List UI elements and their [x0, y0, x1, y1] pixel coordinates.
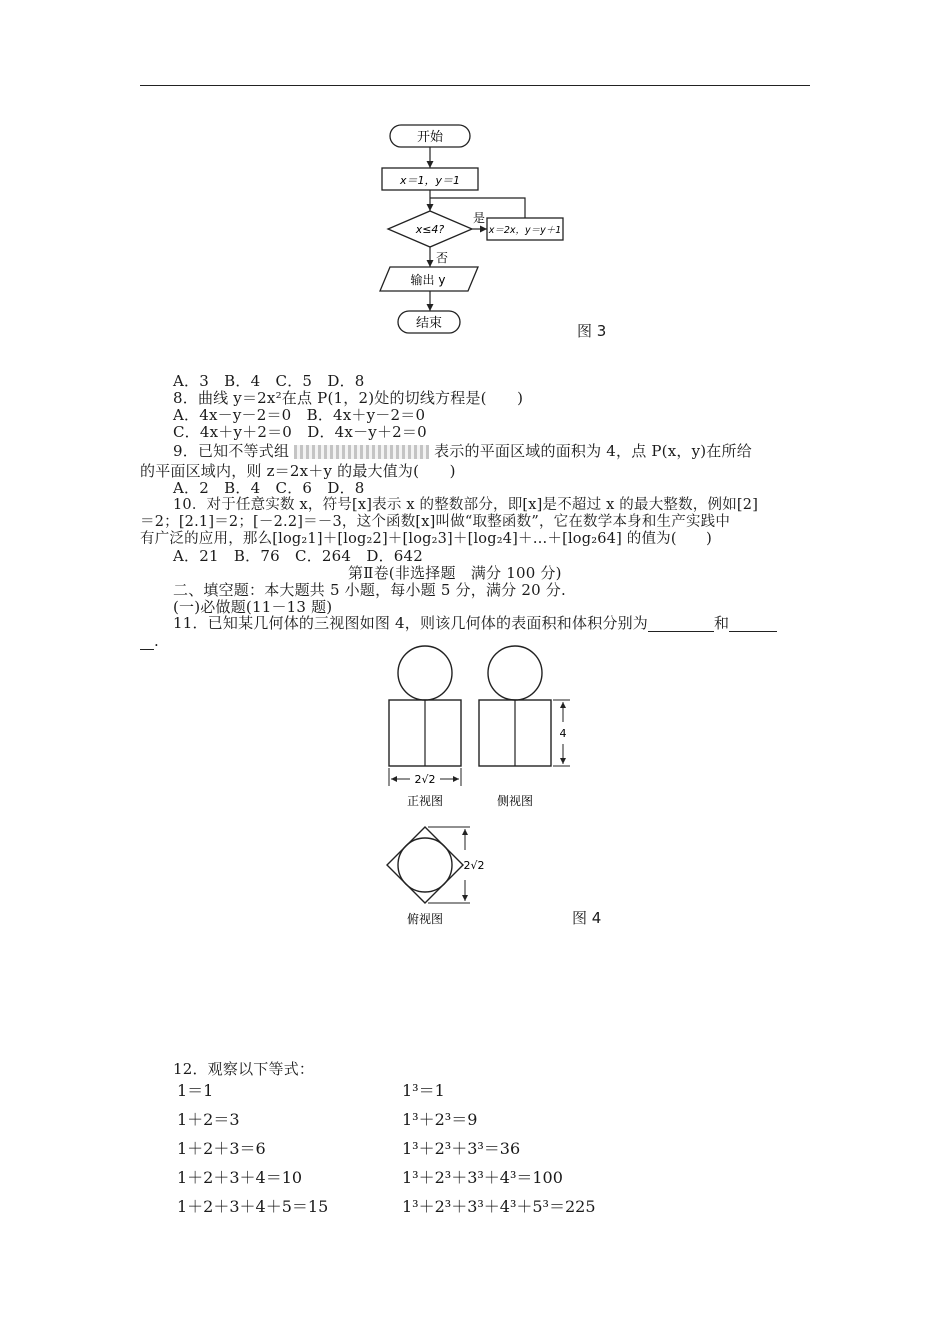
side-view-sphere — [488, 646, 542, 700]
condition-label: x≤4? — [415, 223, 445, 236]
q12-left-2: 1＋2＝3 — [177, 1110, 240, 1129]
yes-label: 是 — [473, 211, 486, 225]
header-rule — [140, 85, 810, 86]
q7-options: A．3 B．4 C．5 D．8 — [173, 372, 365, 390]
q12-right-3: 1³＋2³＋3³＝36 — [402, 1139, 521, 1158]
part2-title: 第Ⅱ卷(非选择题 满分 100 分) — [348, 564, 562, 582]
q10-line1: 10．对于任意实数 x，符号[x]表示 x 的整数部分，即[x]是不超过 x 的最大整数，例如[2] — [173, 497, 759, 513]
q9-line1 — [173, 442, 752, 460]
update-label: x＝2x，y＝y＋1 — [488, 225, 562, 236]
end-label: 结束 — [415, 316, 443, 331]
q12-left-1: 1＝1 — [177, 1081, 214, 1100]
q10-line3: 有广泛的应用，那么[log₂1]＋[log₂2]＋[log₂3]＋[log₂4]＋…＋[log₂64] 的值为( ) — [140, 531, 712, 547]
q11-line2 — [140, 632, 159, 650]
q12-right-5: 1³＋2³＋3³＋4³＋5³＝225 — [402, 1197, 596, 1216]
q11-line1 — [173, 614, 777, 632]
q9-options: A．2 B．4 C．6 D．8 — [173, 479, 365, 497]
q8-options-ab: A．4x－y－2＝0 B．4x＋y－2＝0 — [173, 406, 426, 424]
inequality-system-image — [294, 445, 429, 459]
answer-blank-1 — [648, 615, 714, 632]
three-view-figure-4 — [370, 640, 590, 930]
start-label: 开始 — [416, 130, 444, 145]
fill-in-intro: 二、填空题：本大题共 5 小题，每小题 5 分，满分 20 分. — [173, 581, 566, 599]
flowchart-figure-3 — [370, 115, 570, 345]
init-label: x＝1，y＝1 — [399, 174, 461, 187]
q9-stem-c: 的平面区域内，则 z＝2x＋y 的最大值为( ) — [140, 462, 456, 480]
top-dimension: 2√2 — [463, 859, 485, 872]
figure-4-caption: 图 4 — [572, 909, 602, 927]
required-note: (一)必做题(11－13 题) — [173, 598, 333, 616]
answer-blank-2 — [729, 615, 777, 632]
front-dimension: 2√2 — [414, 773, 436, 786]
q11-tail: . — [154, 632, 159, 650]
top-view-circle — [398, 838, 452, 892]
output-label: 输出 y — [410, 273, 446, 287]
q8-options-cd: C．4x＋y＋2＝0 D．4x－y＋2＝0 — [173, 423, 427, 441]
answer-blank-2-cont — [140, 633, 154, 650]
q11-stem: 11．已知某几何体的三视图如图 4，则该几何体的表面积和体积分别为 — [173, 614, 649, 632]
q12-left-5: 1＋2＋3＋4＋5＝15 — [177, 1197, 329, 1216]
q10-line2: ＝2；[2.1]＝2；[－2.2]＝－3，这个函数[x]叫做“取整函数”，它在数学本身和生产实践中 — [140, 514, 731, 530]
side-dimension: 4 — [559, 727, 567, 740]
front-view-sphere — [398, 646, 452, 700]
front-view-label: 正视图 — [406, 794, 444, 808]
q9-stem-b: 表示的平面区域的面积为 4，点 P(x，y)在所给 — [434, 442, 752, 460]
q12-right-2: 1³＋2³＝9 — [402, 1110, 478, 1129]
q8-stem: 8．曲线 y＝2x²在点 P(1，2)处的切线方程是( ) — [173, 389, 524, 407]
side-view-label: 侧视图 — [496, 794, 534, 808]
q12-right-4: 1³＋2³＋3³＋4³＝100 — [402, 1168, 563, 1187]
q10-options: A．21 B．76 C．264 D．642 — [173, 547, 423, 565]
no-label: 否 — [436, 251, 449, 265]
figure-3-caption: 图 3 — [577, 322, 607, 340]
q12-right-1: 1³＝1 — [402, 1081, 445, 1100]
q12-stem: 12．观察以下等式： — [173, 1060, 315, 1078]
q11-and: 和 — [714, 614, 730, 632]
q12-left-3: 1＋2＋3＝6 — [177, 1139, 266, 1158]
top-view-label: 俯视图 — [406, 912, 444, 926]
q12-left-4: 1＋2＋3＋4＝10 — [177, 1168, 303, 1187]
q9-stem-a: 9．已知不等式组 — [173, 442, 290, 460]
